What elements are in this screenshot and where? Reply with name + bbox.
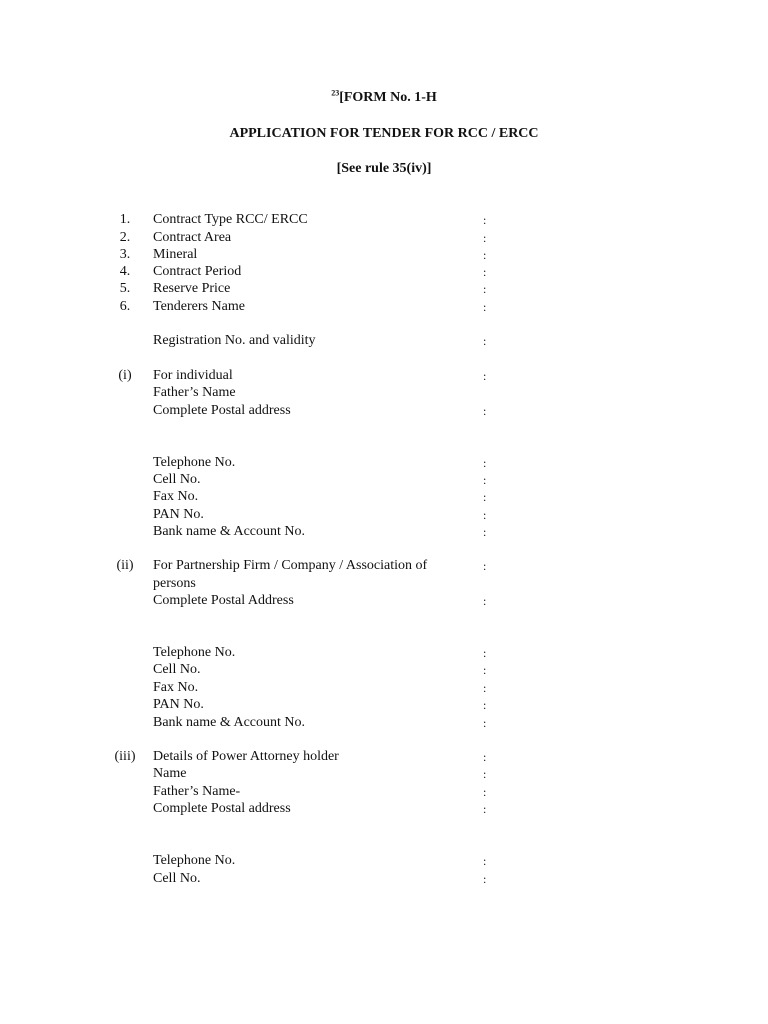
field-separator: :: [483, 750, 487, 764]
field-separator: :: [483, 248, 487, 262]
form-row-partnership-telephone: [0, 644, 768, 662]
field-label: PAN No.: [153, 507, 204, 522]
item-number: (i): [118, 368, 132, 383]
form-row-individual-cell: [0, 471, 768, 489]
field-separator: :: [483, 334, 487, 348]
field-separator: :: [483, 716, 487, 730]
field-separator: :: [483, 490, 487, 504]
field-label: Fax No.: [153, 680, 199, 695]
field-separator: :: [483, 369, 487, 383]
form-row-power-attorney-cell: [0, 870, 768, 888]
form-title: [0, 89, 768, 107]
form-row-power-attorney-telephone: [0, 852, 768, 870]
field-separator: :: [483, 698, 487, 712]
item-number: 3.: [119, 247, 131, 262]
field-label: Complete Postal address: [153, 403, 291, 418]
item-number: 5.: [119, 281, 131, 296]
form-row-individual-fathers-name: [0, 384, 768, 402]
field-label: Bank name & Account No.: [153, 524, 306, 539]
field-separator: :: [483, 802, 487, 816]
form-row-registration: [0, 332, 768, 350]
form-row-partnership: [0, 557, 768, 593]
item-number: 1.: [119, 212, 131, 227]
field-separator: :: [483, 213, 487, 227]
application-title: APPLICATION FOR TENDER FOR RCC / ERCC: [229, 126, 539, 141]
form-row-power-attorney-fathers-name: [0, 783, 768, 801]
field-separator: :: [483, 559, 487, 573]
field-label: Father’s Name: [153, 385, 236, 400]
field-label: Contract Period: [153, 264, 242, 279]
form-row-mineral: [0, 246, 768, 264]
field-label: Reserve Price: [153, 281, 231, 296]
form-row-reserve-price: [0, 280, 768, 298]
field-separator: :: [483, 265, 487, 279]
item-number: (ii): [116, 558, 134, 573]
item-number: 2.: [119, 230, 131, 245]
field-separator: :: [483, 767, 487, 781]
field-label: Contract Type RCC/ ERCC: [153, 212, 308, 227]
field-label: For Partnership Firm / Company / Association of persons: [153, 558, 428, 591]
field-label: Cell No.: [153, 871, 201, 886]
form-row-partnership-bank: [0, 714, 768, 732]
item-number: (iii): [114, 749, 136, 764]
field-label: Cell No.: [153, 662, 201, 677]
form-row-individual: [0, 367, 768, 385]
field-label: Tenderers Name: [153, 299, 245, 314]
field-separator: :: [483, 594, 487, 608]
field-label: Name: [153, 766, 187, 781]
field-label: Father’s Name-: [153, 784, 241, 799]
field-label: Contract Area: [153, 230, 232, 245]
field-separator: :: [483, 785, 487, 799]
field-separator: :: [483, 681, 487, 695]
field-separator: :: [483, 300, 487, 314]
field-label: Mineral: [153, 247, 198, 262]
field-label: Telephone No.: [153, 645, 236, 660]
field-label: Fax No.: [153, 489, 199, 504]
form-row-partnership-cell: [0, 661, 768, 679]
field-separator: :: [483, 282, 487, 296]
rule-reference: [See rule 35(iv)]: [336, 161, 432, 176]
item-number: 6.: [119, 299, 131, 314]
form-row-individual-bank: [0, 523, 768, 541]
field-label: Complete Postal Address: [153, 593, 294, 608]
field-separator: :: [483, 646, 487, 660]
form-row-individual-postal-address: [0, 402, 768, 420]
form-row-partnership-postal-address: [0, 592, 768, 610]
form-row-contract-type: [0, 211, 768, 229]
field-label: Complete Postal address: [153, 801, 291, 816]
field-label: PAN No.: [153, 697, 204, 712]
field-separator: :: [483, 663, 487, 677]
form-row-individual-telephone: [0, 454, 768, 472]
field-separator: :: [483, 473, 487, 487]
field-label: For individual: [153, 368, 233, 383]
form-row-contract-period: [0, 263, 768, 281]
footnote-number: 23: [331, 88, 340, 98]
field-label: Telephone No.: [153, 455, 236, 470]
form-row-partnership-pan: [0, 696, 768, 714]
field-separator: :: [483, 854, 487, 868]
item-number: 4.: [119, 264, 131, 279]
form-row-partnership-fax: [0, 679, 768, 697]
field-separator: :: [483, 231, 487, 245]
form-row-individual-pan: [0, 506, 768, 524]
form-row-individual-fax: [0, 488, 768, 506]
form-title-text: [FORM No. 1-H: [339, 90, 437, 105]
field-separator: :: [483, 404, 487, 418]
field-label: Details of Power Attorney holder: [153, 749, 339, 764]
field-label: Cell No.: [153, 472, 201, 487]
field-separator: :: [483, 508, 487, 522]
field-label: Registration No. and validity: [153, 333, 316, 348]
form-row-contract-area: [0, 229, 768, 247]
form-row-power-attorney-postal-address: [0, 800, 768, 818]
field-label: Telephone No.: [153, 853, 236, 868]
form-row-power-attorney-name: [0, 765, 768, 783]
field-separator: :: [483, 456, 487, 470]
field-label: Bank name & Account No.: [153, 715, 306, 730]
field-separator: :: [483, 525, 487, 539]
form-row-power-attorney: [0, 748, 768, 766]
field-separator: :: [483, 872, 487, 886]
form-row-tenderers-name: [0, 298, 768, 316]
